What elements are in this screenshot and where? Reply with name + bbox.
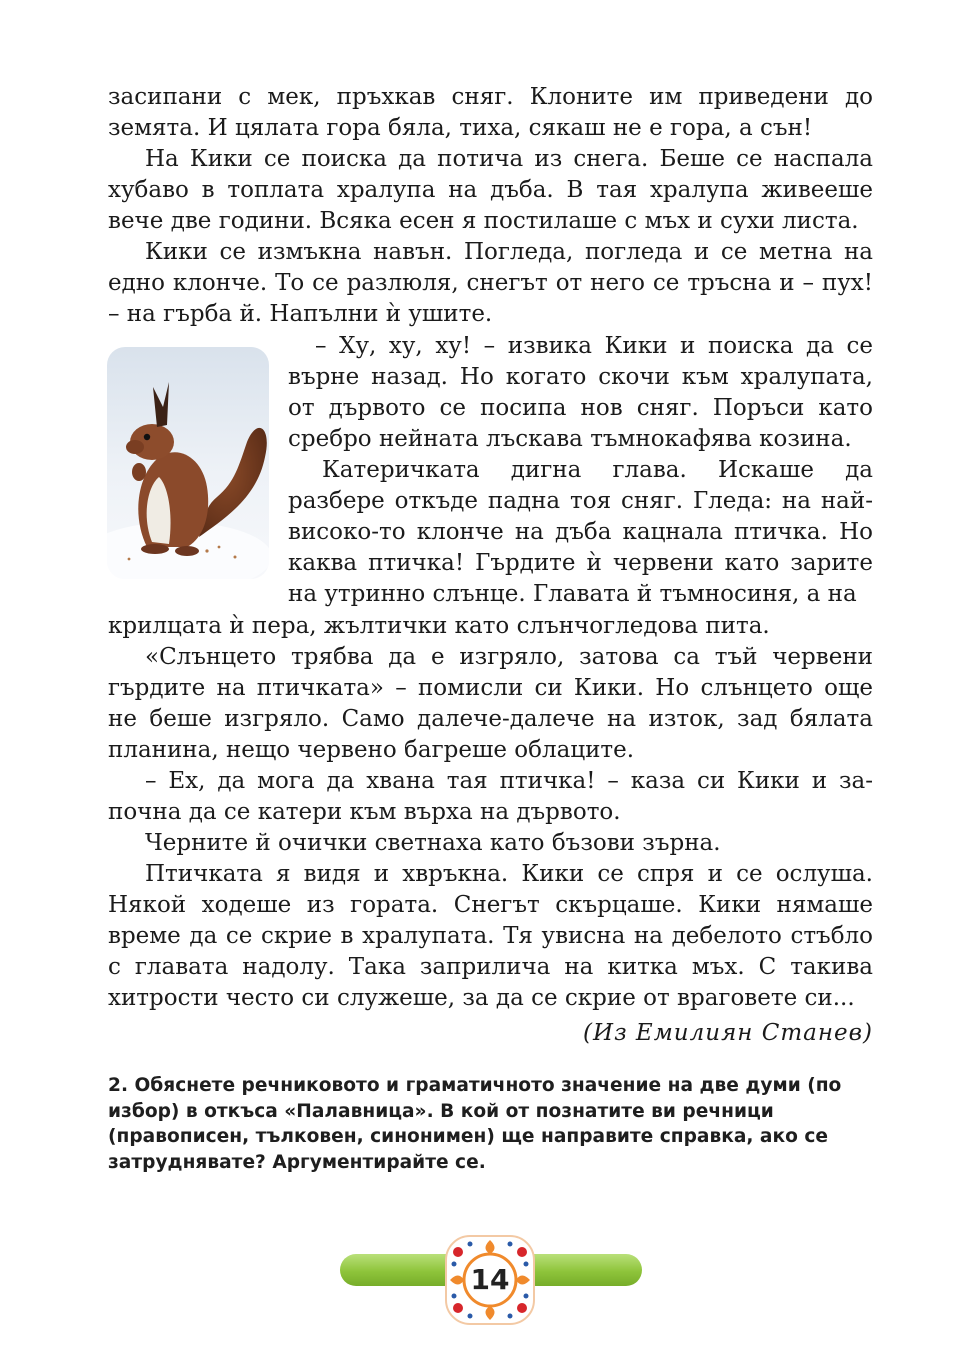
paragraph-7: «Слънцето трябва да е изгряло, затова са тъй червени гърдите на птичката» – помисли си Кики. Но слънцето още не беше изгряло. Само далече-далече на изток, зад бялата планина, нещо червено багреше облаците. bbox=[108, 644, 873, 763]
paragraph-5: Катеричката дигна глава. Искаше да разбере откъде падна тоя сняг. Гледа: на най-високо-то клонче на дъба кацнала птичка. Но каква птичка! Гърдите ѝ червени като зарите на утринно слънце. Главата й тъмносиня, а на bbox=[288, 457, 873, 607]
paragraph-2: На Кики се поиска да потича из снега. Беше се наспала хубаво в топлата хралупа на дъба. В тая хралупа живееше вече две години. Всяка есен я постилаше с мъх и сухи листа. bbox=[108, 146, 873, 234]
source-attribution: (Из Емилиян Станев) bbox=[583, 1020, 873, 1046]
task-question: 2. Обяснете речниковото и граматичното значение на две думи (по избор) в откъса «Палавница». В кой от познатите ви речници (правописен, тълковен, синонимен) ще направите справка, ако се затруднявате? Аргументирайте се. bbox=[108, 1075, 842, 1173]
paragraph-4: – Ху, ху, ху! – извика Кики и поиска да се върне назад. Но когато скочи към хралупата, от дървото се посипа нов сняг. Поръси като сребро нейната лъскава тъмнокафява козина. bbox=[288, 333, 873, 452]
page-number: 14 bbox=[470, 1263, 510, 1296]
squirrel-photo bbox=[107, 347, 269, 579]
squirrel-icon bbox=[107, 347, 269, 579]
paragraph-10: Птичката я видя и хвръкна. Кики се спря и се ослуша. Някой ходеше из гората. Снегът скърцаше. Кики нямаше време да се скрие в хралупата. Тя увисна на дебелото стъбло с главата надолу. Така заприлича на китка мъх. С такива хитрости често си служеше, за да се скрие от враговете си... bbox=[108, 861, 873, 1011]
story-top bbox=[108, 82, 873, 330]
paragraph-3: Кики се измъкна навън. Погледа, погледа и се метна на едно клонче. То се разлюля, снегът от него се тръсна и – пух! – на гърба й. Напълни ѝ ушите. bbox=[108, 239, 873, 327]
paragraph-6: крилцата ѝ пера, жълтички като слънчогледова пита. bbox=[108, 613, 770, 639]
paragraph-9: Черните й очички светнаха като бъзови зърна. bbox=[145, 830, 721, 856]
story-side bbox=[288, 331, 873, 610]
story-bottom bbox=[108, 611, 873, 1014]
paragraph-1: засипани с мек, пръхкав сняг. Клоните им приведени до земята. И цялата гора бяла, тиха, сякаш не е гора, а сън! bbox=[108, 84, 873, 141]
paragraph-8: – Ех, да мога да хвана тая птичка! – каза си Кики и за-почна да се катери към върха на дървото. bbox=[108, 768, 873, 825]
